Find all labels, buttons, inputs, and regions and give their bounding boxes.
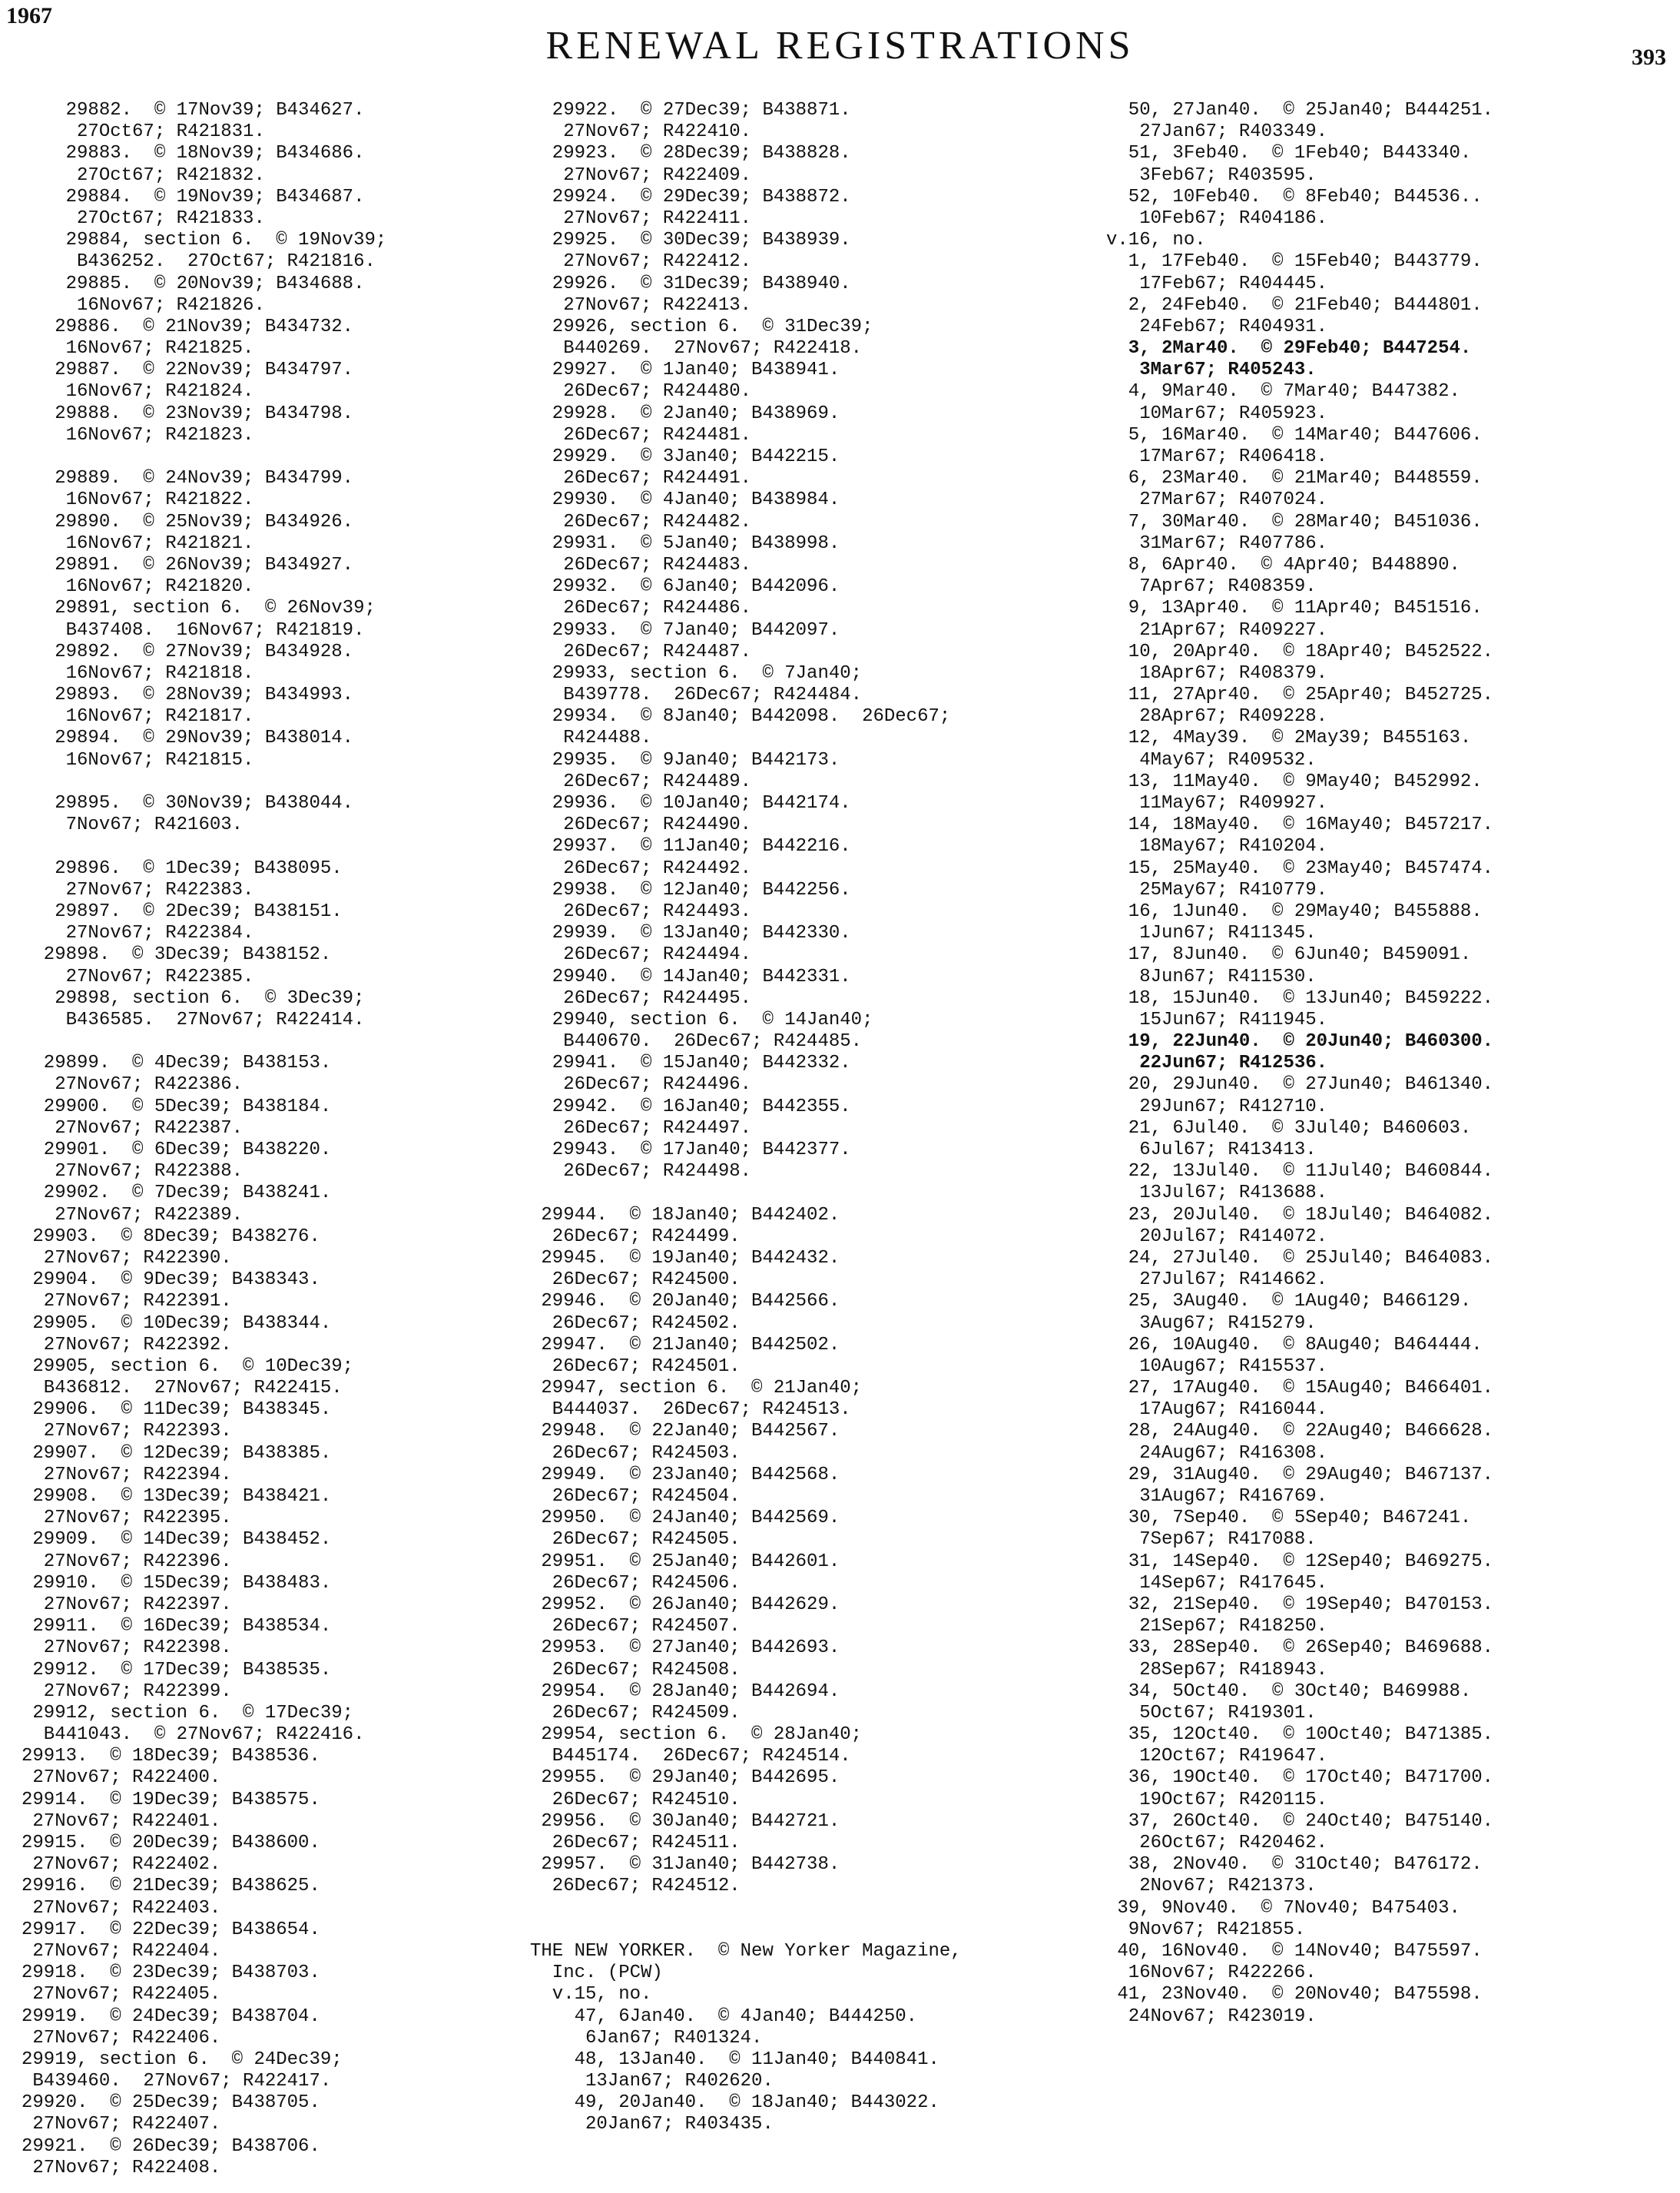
entry-line: 27Nov67; R422413. [530, 294, 752, 316]
entry-line: 27Nov67; R422394. [22, 1464, 232, 1485]
entry-line: 29896. © 1Dec39; B438095. [22, 858, 343, 879]
entry-line: 11, 27Apr40. © 25Apr40; B452725. [1106, 685, 1494, 706]
entry-line: 17Mar67; R406418. [1106, 446, 1328, 467]
entry-line: 10, 20Apr40. © 18Apr40; B452522. [1106, 641, 1494, 662]
entry-line: 21Sep67; R418250. [1106, 1616, 1328, 1637]
entry-line: 7Nov67; R421603. [22, 814, 244, 836]
entry-line: 29951. © 25Jan40; B442601. [530, 1551, 840, 1572]
entry-line: 36, 19Oct40. © 17Oct40; B471700. [1106, 1767, 1494, 1789]
entry-line: 29911. © 16Dec39; B438534. [22, 1616, 332, 1637]
entry-line: 29898. © 3Dec39; B438152. [22, 944, 332, 966]
entry-line: 29928. © 2Jan40; B438969. [530, 403, 840, 424]
entry-line: 24Feb67; R404931. [1106, 316, 1328, 337]
entry-line [22, 446, 513, 468]
entry-line: 29897. © 2Dec39; B438151. [22, 901, 343, 922]
entry-line: 18, 15Jun40. © 13Jun40; B459222. [1106, 987, 1494, 1009]
entry-line [530, 1898, 1091, 1919]
entry-line: 29887. © 22Nov39; B434797. [22, 360, 354, 381]
entry-line: 29917. © 22Dec39; B438654. [22, 1919, 320, 1940]
entry-line: 29903. © 8Dec39; B438276. [22, 1226, 320, 1247]
entry-line: 29924. © 29Dec39; B438872. [530, 186, 851, 207]
entry-line: 17Feb67; R404445. [1106, 273, 1328, 294]
entry-line: 26Dec67; R424502. [530, 1312, 741, 1334]
entry-line: 12, 4May39. © 2May39; B455163. [1106, 728, 1472, 749]
entry-line: 7Apr67; R408359. [1106, 576, 1317, 598]
entry-line: 29904. © 9Dec39; B438343. [22, 1269, 320, 1291]
entry-line: 27Nov67; R422405. [22, 1984, 221, 2006]
entry-line: 29922. © 27Dec39; B438871. [530, 100, 851, 121]
entry-line: 29907. © 12Dec39; B438385. [22, 1442, 332, 1464]
entry-line: 28Apr67; R409228. [1106, 706, 1328, 728]
entry-line: 28, 24Aug40. © 22Aug40; B466628. [1106, 1421, 1494, 1442]
entry-line: 15, 25May40. © 23May40; B457474. [1106, 858, 1494, 879]
column-1 [22, 100, 513, 2193]
entry-line: 32, 21Sep40. © 19Sep40; B470153. [1106, 1594, 1494, 1615]
entry-line: 27Nov67; R422390. [22, 1247, 232, 1269]
column-2 [530, 100, 1091, 2193]
entry-line: 27Oct67; R421831. [22, 121, 265, 143]
entry-line: 29933, section 6. © 7Jan40; [530, 662, 863, 684]
entry-line: 20Jan67; R403435. [530, 2114, 774, 2135]
entry-line: 20, 29Jun40. © 27Jun40; B461340. [1106, 1074, 1494, 1096]
entry-line: 26Dec67; R424495. [530, 987, 752, 1009]
entry-line: 26Oct67; R420462. [1106, 1833, 1328, 1853]
entry-line [530, 1919, 1091, 1941]
entry-line: 17Aug67; R416044. [1106, 1399, 1328, 1421]
entry-line: 26Dec67; R424504. [530, 1486, 741, 1507]
entry-line: 31, 14Sep40. © 12Sep40; B469275. [1106, 1551, 1494, 1572]
entry-line: 29901. © 6Dec39; B438220. [22, 1140, 332, 1160]
entry-line: 29910. © 15Dec39; B438483. [22, 1572, 332, 1594]
entry-line: B436812. 27Nov67; R422415. [22, 1378, 343, 1399]
entry-line: 29884, section 6. © 19Nov39; [22, 230, 387, 251]
entry-line: 29, 31Aug40. © 29Aug40; B467137. [1106, 1464, 1494, 1485]
entry-line: 26Dec67; R424507. [530, 1616, 741, 1637]
entry-line [22, 1031, 513, 1053]
entry-line: 29908. © 13Dec39; B438421. [22, 1486, 332, 1507]
entry-line: 26Dec67; R424482. [530, 511, 752, 532]
entry-line: 18Apr67; R408379. [1106, 662, 1328, 684]
entry-line: 21, 6Jul40. © 3Jul40; B460603. [1106, 1117, 1472, 1139]
entry-line: THE NEW YORKER. © New Yorker Magazine, [530, 1940, 962, 1962]
entry-line: 27Jul67; R414662. [1106, 1269, 1328, 1291]
entry-line: 29954. © 28Jan40; B442694. [530, 1680, 840, 1702]
entry-line: B436252. 27Oct67; R421816. [22, 251, 376, 273]
entry-line: 29955. © 29Jan40; B442695. [530, 1767, 840, 1789]
entry-line: 29930. © 4Jan40; B438984. [530, 489, 840, 511]
entry-line: 16Nov67; R421818. [22, 662, 254, 684]
entry-line: 16Nov67; R421825. [22, 338, 254, 360]
entry-line: 8, 6Apr40. © 4Apr40; B448890. [1106, 554, 1460, 576]
entry-line: 26Dec67; R424480. [530, 381, 752, 403]
entry-line: 29934. © 8Jan40; B442098. 26Dec67; [530, 706, 951, 728]
entry-line: 29943. © 17Jan40; B442377. [530, 1140, 851, 1160]
entry-line: 21Apr67; R409227. [1106, 619, 1328, 641]
entry-line: 51, 3Feb40. © 1Feb40; B443340. [1106, 143, 1472, 164]
entry-line: 20Jul67; R414072. [1106, 1226, 1328, 1247]
entry-line: 16Nov67; R422266. [1106, 1962, 1317, 1984]
entry-line: 27Jan67; R403349. [1106, 121, 1328, 143]
entry-line: 4May67; R409532. [1106, 749, 1317, 771]
entry-line: 29913. © 18Dec39; B438536. [22, 1746, 320, 1767]
entry-line: v.16, no. [1106, 230, 1206, 251]
entry-line: 13Jul67; R413688. [1106, 1183, 1328, 1204]
entry-line: 29912. © 17Dec39; B438535. [22, 1659, 332, 1680]
entry-line: 26Dec67; R424491. [530, 468, 752, 489]
entry-line: 27Mar67; R407024. [1106, 489, 1328, 511]
entry-line: 27Nov67; R422408. [22, 2157, 221, 2178]
entry-line: 26Dec67; R424500. [530, 1269, 741, 1291]
entry-line: 27Nov67; R422400. [22, 1767, 221, 1789]
entry-line: 27Nov67; R422385. [22, 966, 254, 987]
entry-line: 16Nov67; R421822. [22, 489, 254, 511]
entry-line: 29935. © 9Jan40; B442173. [530, 749, 840, 771]
entry-line: 29927. © 1Jan40; B438941. [530, 360, 840, 381]
entry-line [22, 771, 513, 793]
entry-line: B437408. 16Nov67; R421819. [22, 619, 365, 641]
entry-line: 29902. © 7Dec39; B438241. [22, 1183, 332, 1204]
entry-line: 27Nov67; R422401. [22, 1810, 221, 1832]
entry-line: 29940. © 14Jan40; B442331. [530, 966, 851, 987]
entry-line: 27Nov67; R422407. [22, 2114, 221, 2135]
entry-line: 30, 7Sep40. © 5Sep40; B467241. [1106, 1508, 1472, 1529]
entry-line: 26Dec67; R424511. [530, 1833, 741, 1853]
entry-line: 29891. © 26Nov39; B434927. [22, 554, 354, 576]
entry-line: 29882. © 17Nov39; B434627. [22, 100, 365, 121]
entry-line: 6Jul67; R413413. [1106, 1140, 1317, 1160]
entry-line: 26Dec67; R424486. [530, 598, 752, 619]
entry-line: 22, 13Jul40. © 11Jul40; B460844. [1106, 1161, 1494, 1183]
entry-line: 9, 13Apr40. © 11Apr40; B451516. [1106, 598, 1483, 619]
entry-line: 29953. © 27Jan40; B442693. [530, 1637, 840, 1659]
entry-line: 25, 3Aug40. © 1Aug40; B466129. [1106, 1291, 1472, 1312]
entry-line: 26, 10Aug40. © 8Aug40; B464444. [1106, 1334, 1483, 1355]
column-3 [1106, 100, 1675, 2193]
entry-line: 29940, section 6. © 14Jan40; [530, 1009, 873, 1030]
entry-line: 26Dec67; R424510. [530, 1789, 741, 1810]
entry-line: 27Oct67; R421833. [22, 207, 265, 229]
entry-line: 27Nov67; R422386. [22, 1074, 244, 1096]
entry-line: 29905. © 10Dec39; B438344. [22, 1312, 332, 1334]
entry-line: 4, 9Mar40. © 7Mar40; B447382. [1106, 381, 1460, 403]
entry-line: 26Dec67; R424496. [530, 1074, 752, 1096]
entry-line: 16Nov67; R421820. [22, 576, 254, 598]
entry-line: B445174. 26Dec67; R424514. [530, 1746, 851, 1767]
entry-line: 15Jun67; R411945. [1106, 1009, 1328, 1030]
entry-line: 26Dec67; R424506. [530, 1572, 741, 1594]
entry-line: 29933. © 7Jan40; B442097. [530, 619, 840, 641]
entry-line: 3Feb67; R403595. [1106, 164, 1317, 186]
entry-line: 29925. © 30Dec39; B438939. [530, 230, 851, 251]
entry-line: 29900. © 5Dec39; B438184. [22, 1096, 332, 1117]
entry-line: 31Aug67; R416769. [1106, 1486, 1328, 1507]
entry-line: 27Nov67; R422395. [22, 1508, 232, 1529]
entry-line: 29948. © 22Jan40; B442567. [530, 1421, 840, 1442]
entry-line: 27Nov67; R422403. [22, 1897, 221, 1919]
entry-line: 49, 20Jan40. © 18Jan40; B443022. [530, 2092, 939, 2114]
entry-line: 33, 28Sep40. © 26Sep40; B469688. [1106, 1637, 1494, 1659]
entry-line: 29884. © 19Nov39; B434687. [22, 186, 365, 207]
entry-line: 27Nov67; R422393. [22, 1421, 232, 1442]
entry-line: 16Nov67; R421815. [22, 749, 254, 771]
entry-line: 18May67; R410204. [1106, 836, 1328, 858]
entry-line: 27Nov67; R422406. [22, 2027, 221, 2049]
entry-line: 29946. © 20Jan40; B442566. [530, 1291, 840, 1312]
entry-line [22, 836, 513, 858]
entry-line: 27Nov67; R422404. [22, 1940, 221, 1962]
entry-line: 3Aug67; R415279. [1106, 1312, 1317, 1334]
entry-line: 29909. © 14Dec39; B438452. [22, 1529, 332, 1551]
entry-line: 14Sep67; R417645. [1106, 1572, 1328, 1594]
entry-line: 16Nov67; R421823. [22, 424, 254, 446]
entry-line: 5Oct67; R419301. [1106, 1702, 1317, 1724]
entry-line: Inc. (PCW) [530, 1962, 663, 1984]
entry-line: B444037. 26Dec67; R424513. [530, 1399, 851, 1421]
entry-line: 29923. © 28Dec39; B438828. [530, 143, 851, 164]
page-number: 393 [1632, 45, 1666, 70]
entry-line: 29Jun67; R412710. [1106, 1096, 1328, 1117]
entry-line: 26Dec67; R424494. [530, 944, 752, 966]
entry-line: 27Nov67; R422402. [22, 1854, 221, 1876]
entry-line: 27Nov67; R422389. [22, 1204, 244, 1226]
entry-line: 29898, section 6. © 3Dec39; [22, 987, 365, 1009]
entry-line: 7Sep67; R417088. [1106, 1529, 1317, 1551]
entry-line: 29937. © 11Jan40; B442216. [530, 836, 851, 858]
entry-line: 9Nov67; R421855. [1106, 1919, 1306, 1940]
entry-line: 29894. © 29Nov39; B438014. [22, 728, 354, 749]
entry-line: 27Nov67; R422412. [530, 251, 752, 273]
entry-line: 29957. © 31Jan40; B442738. [530, 1854, 840, 1876]
entry-line: 29891, section 6. © 26Nov39; [22, 598, 376, 619]
entry-line: 27Nov67; R422398. [22, 1637, 232, 1659]
entry-line: 29949. © 23Jan40; B442568. [530, 1464, 840, 1485]
entry-line: 24Nov67; R423019. [1106, 2006, 1317, 2027]
entry-line: 29895. © 30Nov39; B438044. [22, 793, 354, 814]
entry-line: 29926, section 6. © 31Dec39; [530, 316, 873, 337]
entry-line: 29905, section 6. © 10Dec39; [22, 1355, 354, 1377]
entry-line: 26Dec67; R424508. [530, 1659, 741, 1680]
entry-line: 41, 23Nov40. © 20Nov40; B475598. [1106, 1984, 1483, 2006]
entry-line: 27Nov67; R422410. [530, 121, 752, 143]
entry-line: 27Nov67; R422392. [22, 1334, 232, 1355]
entry-line: 29892. © 27Nov39; B434928. [22, 641, 354, 662]
entry-line: 29890. © 25Nov39; B434926. [22, 511, 354, 532]
entry-line: 29947, section 6. © 21Jan40; [530, 1378, 863, 1399]
entry-line: 27Nov67; R422383. [22, 879, 254, 901]
entry-line: 35, 12Oct40. © 10Oct40; B471385. [1106, 1724, 1494, 1746]
entry-line: 29886. © 21Nov39; B434732. [22, 316, 354, 337]
entry-line: 13, 11May40. © 9May40; B452992. [1106, 771, 1483, 792]
entry-line: 3Mar67; R405243. [1106, 360, 1317, 381]
entry-line: 10Feb67; R404186. [1106, 207, 1328, 229]
entry-line: 29942. © 16Jan40; B442355. [530, 1096, 851, 1117]
entry-line: 25May67; R410779. [1106, 879, 1328, 901]
entry-line: B439460. 27Nov67; R422417. [22, 2071, 332, 2092]
entry-line: 27Nov67; R422388. [22, 1161, 244, 1183]
entry-line: 29956. © 30Jan40; B442721. [530, 1810, 840, 1832]
entry-line: 16, 1Jun40. © 29May40; B455888. [1106, 901, 1483, 922]
entry-line: B436585. 27Nov67; R422414. [22, 1009, 365, 1030]
entry-line: 29912, section 6. © 17Dec39; [22, 1702, 354, 1724]
entry-line: 29945. © 19Jan40; B442432. [530, 1247, 840, 1269]
entry-line: 16Nov67; R421821. [22, 532, 254, 554]
entry-line: 29906. © 11Dec39; B438345. [22, 1399, 332, 1421]
entry-line: 27Oct67; R421832. [22, 164, 265, 186]
entry-line: 29941. © 15Jan40; B442332. [530, 1053, 851, 1074]
entry-line: 19Oct67; R420115. [1106, 1789, 1328, 1810]
entry-line: 50, 27Jan40. © 25Jan40; B444251. [1106, 100, 1494, 121]
entry-line: 26Dec67; R424509. [530, 1702, 741, 1724]
entry-line: 29939. © 13Jan40; B442330. [530, 923, 851, 944]
entry-line [530, 1183, 1091, 1204]
entry-line: 38, 2Nov40. © 31Oct40; B476172. [1106, 1854, 1483, 1876]
entry-line: 11May67; R409927. [1106, 793, 1328, 814]
entry-line: 29889. © 24Nov39; B434799. [22, 468, 354, 489]
entry-line: 29919. © 24Dec39; B438704. [22, 2006, 320, 2027]
entry-line: 29944. © 18Jan40; B442402. [530, 1204, 840, 1226]
entry-line: 39, 9Nov40. © 7Nov40; B475403. [1106, 1897, 1460, 1919]
entry-line: 29938. © 12Jan40; B442256. [530, 879, 851, 901]
entry-line: 40, 16Nov40. © 14Nov40; B475597. [1106, 1940, 1483, 1962]
entry-line: 27Nov67; R422411. [530, 207, 752, 229]
entry-line: 31Mar67; R407786. [1106, 532, 1328, 554]
entry-line: 12Oct67; R419647. [1106, 1746, 1328, 1767]
entry-line: 2Nov67; R421373. [1106, 1876, 1317, 1897]
entry-line: 27, 17Aug40. © 15Aug40; B466401. [1106, 1378, 1494, 1399]
entry-line: 8Jun67; R411530. [1106, 966, 1317, 987]
entry-line: 27Nov67; R422387. [22, 1117, 244, 1139]
entry-line: 29883. © 18Nov39; B434686. [22, 143, 365, 164]
entry-line: 34, 5Oct40. © 3Oct40; B469988. [1106, 1680, 1472, 1702]
entry-line: 13Jan67; R402620. [530, 2071, 774, 2092]
entry-line: 24, 27Jul40. © 25Jul40; B464083. [1106, 1247, 1494, 1269]
entry-line: 29931. © 5Jan40; B438998. [530, 532, 840, 554]
entry-line: 3, 2Mar40. © 29Feb40; B447254. [1106, 338, 1472, 360]
entry-line: 23, 20Jul40. © 18Jul40; B464082. [1106, 1204, 1494, 1226]
entry-line: 16Nov67; R421817. [22, 706, 254, 728]
entry-line: 26Dec67; R424498. [530, 1161, 752, 1183]
entry-line: 29915. © 20Dec39; B438600. [22, 1833, 320, 1853]
entry-line: 26Dec67; R424481. [530, 424, 752, 446]
entry-line: 29926. © 31Dec39; B438940. [530, 273, 851, 294]
entry-line: 29932. © 6Jan40; B442096. [530, 576, 840, 598]
entry-line: 29947. © 21Jan40; B442502. [530, 1334, 840, 1355]
entry-line: 6, 23Mar40. © 21Mar40; B448559. [1106, 468, 1483, 489]
entry-line: 26Dec67; R424490. [530, 814, 752, 836]
entry-line: 5, 16Mar40. © 14Mar40; B447606. [1106, 424, 1483, 446]
entry-line: 14, 18May40. © 16May40; B457217. [1106, 814, 1494, 836]
entry-line: 29914. © 19Dec39; B438575. [22, 1789, 320, 1810]
entry-line: 29952. © 26Jan40; B442629. [530, 1594, 840, 1615]
entry-line: 26Dec67; R424483. [530, 554, 752, 576]
entry-line: 27Nov67; R422397. [22, 1594, 232, 1615]
entry-line: 52, 10Feb40. © 8Feb40; B44536.. [1106, 186, 1483, 207]
entry-line: 29921. © 26Dec39; B438706. [22, 2135, 320, 2157]
entry-line: 29919, section 6. © 24Dec39; [22, 2049, 343, 2070]
entry-line: 29918. © 23Dec39; B438703. [22, 1962, 320, 1984]
entry-line: 24Aug67; R416308. [1106, 1442, 1328, 1464]
entry-line: 26Dec67; R424489. [530, 771, 752, 792]
entry-line: 27Nov67; R422409. [530, 164, 752, 186]
entry-line: 29954, section 6. © 28Jan40; [530, 1724, 863, 1746]
entry-line: 29920. © 25Dec39; B438705. [22, 2092, 320, 2114]
entry-line: 29885. © 20Nov39; B434688. [22, 273, 365, 294]
entry-line: B440269. 27Nov67; R422418. [530, 338, 863, 360]
entry-line: 27Nov67; R422391. [22, 1291, 232, 1312]
entry-line: B441043. © 27Nov67; R422416. [22, 1724, 365, 1746]
entry-line: 29950. © 24Jan40; B442569. [530, 1508, 840, 1529]
entry-line: v.15, no. [530, 1984, 652, 2006]
entry-line: B439778. 26Dec67; R424484. [530, 685, 863, 706]
entry-line: 26Dec67; R424512. [530, 1876, 741, 1897]
entry-line: 27Nov67; R422396. [22, 1551, 232, 1572]
entry-line: 27Nov67; R422399. [22, 1680, 232, 1702]
entry-line: 19, 22Jun40. © 20Jun40; B460300. [1106, 1031, 1494, 1053]
entry-line: 29916. © 21Dec39; B438625. [22, 1876, 320, 1897]
entry-line: 26Dec67; R424487. [530, 641, 752, 662]
entry-line: 1, 17Feb40. © 15Feb40; B443779. [1106, 251, 1483, 273]
entry-line: 7, 30Mar40. © 28Mar40; B451036. [1106, 511, 1483, 532]
entry-line: 16Nov67; R421824. [22, 381, 254, 403]
entry-line: 22Jun67; R412536. [1106, 1053, 1328, 1074]
entry-line: 47, 6Jan40. © 4Jan40; B444250. [530, 2006, 918, 2027]
page-title: RENEWAL REGISTRATIONS [545, 24, 1135, 68]
entry-line: 29929. © 3Jan40; B442215. [530, 446, 840, 467]
entry-line: R424488. [530, 728, 652, 749]
entry-line: 26Dec67; R424497. [530, 1117, 752, 1139]
entry-line: 26Dec67; R424492. [530, 858, 752, 879]
entry-line: 2, 24Feb40. © 21Feb40; B444801. [1106, 294, 1483, 316]
entry-line: 10Mar67; R405923. [1106, 403, 1328, 424]
entry-line: 1Jun67; R411345. [1106, 923, 1317, 944]
entry-line: 17, 8Jun40. © 6Jun40; B459091. [1106, 944, 1472, 966]
entry-line: 48, 13Jan40. © 11Jan40; B440841. [530, 2049, 939, 2070]
entry-line: 26Dec67; R424499. [530, 1226, 741, 1247]
entry-line: B440670. 26Dec67; R424485. [530, 1031, 863, 1053]
entry-line: 27Nov67; R422384. [22, 923, 254, 944]
entry-line: 37, 26Oct40. © 24Oct40; B475140. [1106, 1810, 1494, 1832]
entry-line: 26Dec67; R424493. [530, 901, 752, 922]
entry-line: 10Aug67; R415537. [1106, 1355, 1328, 1377]
entry-line: 26Dec67; R424505. [530, 1529, 741, 1551]
entry-line: 29936. © 10Jan40; B442174. [530, 793, 851, 814]
entry-line: 26Dec67; R424503. [530, 1442, 741, 1464]
entry-line: 6Jan67; R401324. [530, 2027, 763, 2049]
entry-line: 16Nov67; R421826. [22, 294, 265, 316]
entry-line: 26Dec67; R424501. [530, 1355, 741, 1377]
year-label: 1967 [6, 3, 52, 28]
entry-line: 29899. © 4Dec39; B438153. [22, 1053, 332, 1074]
entry-line: 29888. © 23Nov39; B434798. [22, 403, 354, 424]
entry-line: 28Sep67; R418943. [1106, 1659, 1328, 1680]
entry-line: 29893. © 28Nov39; B434993. [22, 685, 354, 706]
